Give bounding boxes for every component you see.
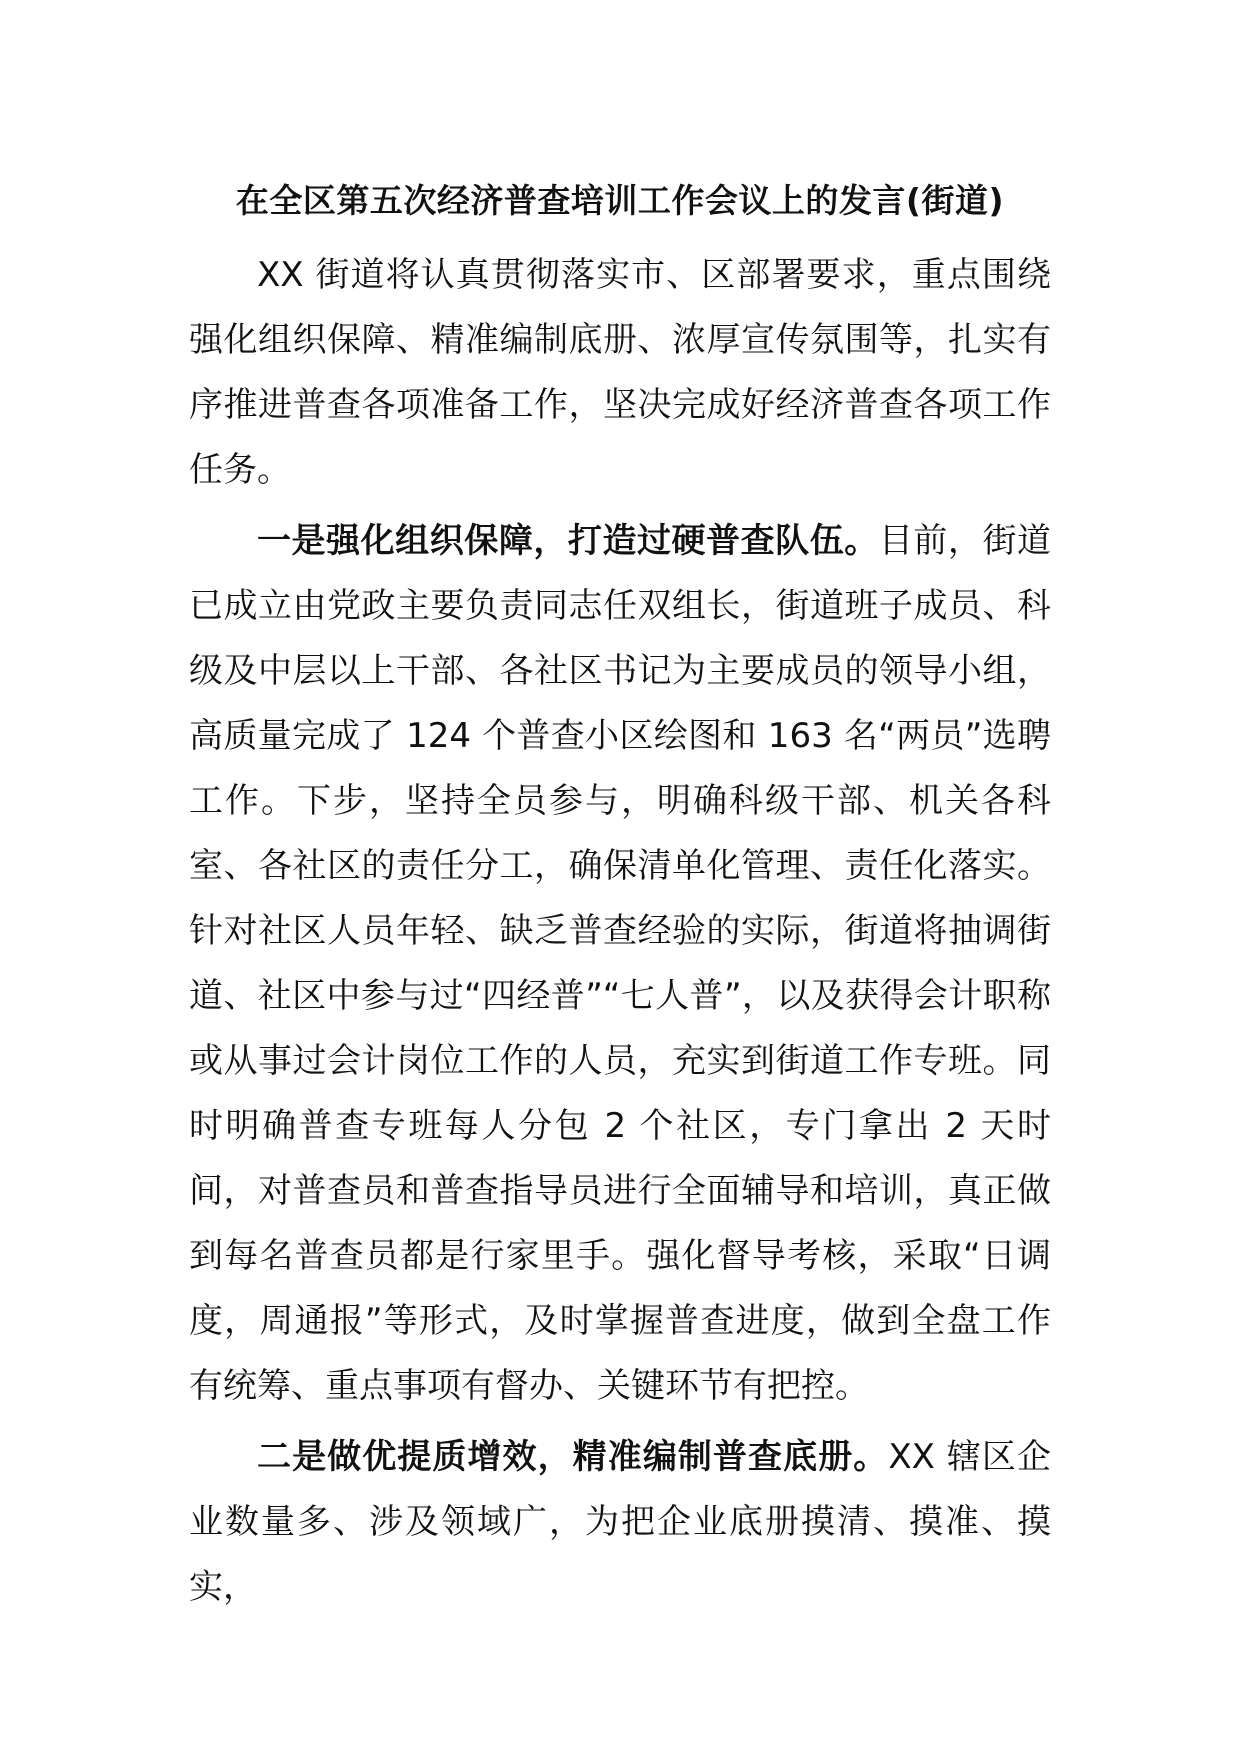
- paragraph-lead: 二是做优提质增效，精准编制普查底册。: [257, 1437, 889, 1477]
- paragraph-intro: [189, 243, 1051, 503]
- paragraph-organization: [189, 509, 1051, 1419]
- paragraph-lead: 一是强化组织保障，打造过硬普查队伍。: [257, 521, 879, 561]
- paragraph-text: 目前，街道已成立由党政主要负责同志任双组长，街道班子成员、科级及中层以上干部、各社区书记为主要成员的领导小组，高质量完成了 124 个普查小区绘图和 163 名“两员”选聘工作。下步，坚持全员参与，明确科级干部、机关各科室、各社区的责任分工，确保清单化管理、责任化落实。针对社区人员年轻、缺乏普查经验的实际，街道将抽调街道、社区中参与过“四经普”“七人普”，以及获得会计职称或从事过会计岗位工作的人员，充实到街道工作专班。同时明确普查专班每人分包 2 个社区，专门拿出 2 天时间，对普查员和普查指导员进行全面辅导和培训，真正做到每名普查员都是行家里手。强化督导考核，采取“日调度，周通报”等形式，及时掌握普查进度，做到全盘工作有统筹、重点事项有督办、关键环节有把控。: [189, 521, 1052, 1406]
- document-body: [189, 243, 1051, 1626]
- paragraph-text: XX 辖区企业数量多、涉及领域广，为把企业底册摸清、摸准、摸实，: [189, 1437, 1051, 1607]
- paragraph-register: [189, 1425, 1051, 1620]
- paragraph-text: XX 街道将认真贯彻落实市、区部署要求，重点围绕强化组织保障、精准编制底册、浓厚宣传氛围等，扎实有序推进普查各项准备工作，坚决完成好经济普查各项工作任务。: [189, 255, 1051, 490]
- document-title: 在全区第五次经济普查培训工作会议上的发言(街道): [235, 181, 1005, 220]
